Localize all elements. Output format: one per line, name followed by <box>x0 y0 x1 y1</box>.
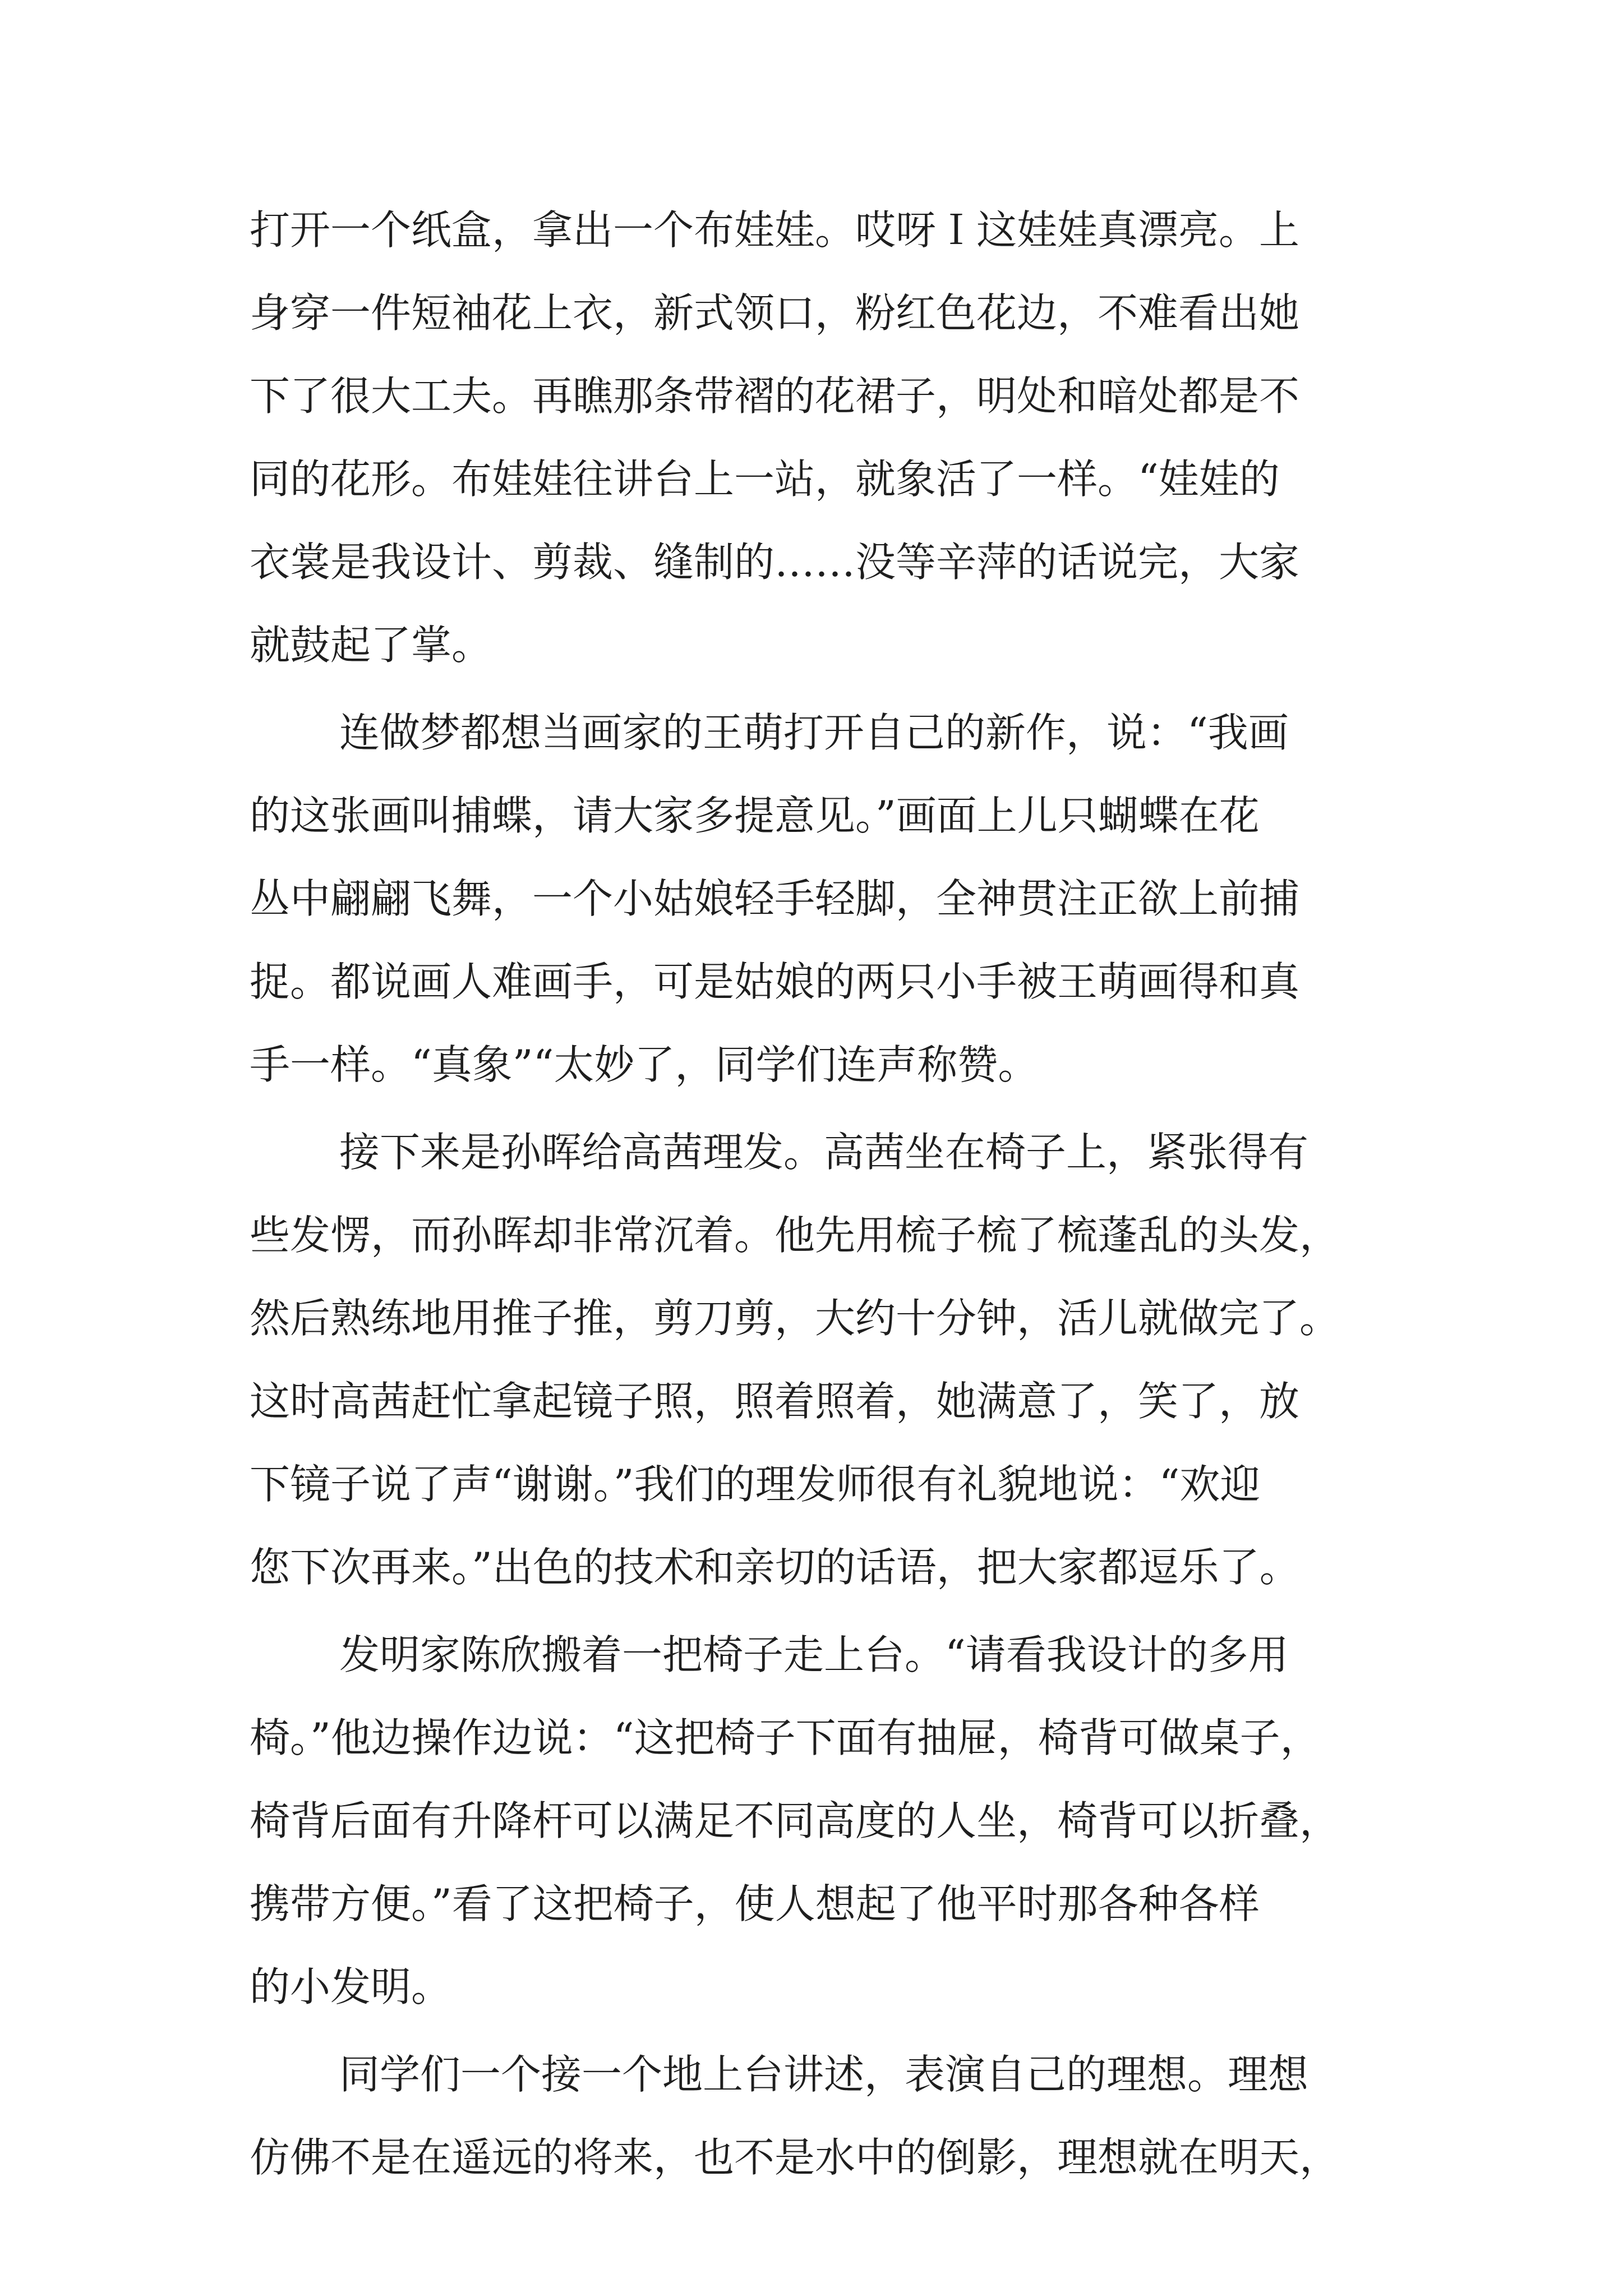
text-line: 椅背后面有升降杆可以满足不同高度的人坐，椅背可以折叠， <box>250 1797 1340 1844</box>
text-line: 连做梦都想当画家的王萌打开自己的新作，说：“我画 <box>339 709 1289 756</box>
text-line: 椅。”他边操作边说：“这把椅子下面有抽屉，椅背可做桌子， <box>250 1714 1321 1761</box>
text-line: 的这张画叫捕蝶，请大家多提意见。”画面上儿只蝴蝶在花 <box>250 792 1260 839</box>
text-line: 发明家陈欣搬着一把椅子走上台。“请看我设计的多用 <box>339 1631 1289 1678</box>
text-line: 丛中翩翩飞舞，一个小姑娘轻手轻脚，全神贯注正欲上前捕 <box>250 875 1300 922</box>
paragraph-haircut <box>250 1111 1394 1609</box>
text-line: 下了很大工夫。再瞧那条带褶的花裙子，明处和暗处都是不 <box>250 372 1300 420</box>
text-line: 衣裳是我设计、剪裁、缝制的……没等辛萍的话说完，大家 <box>250 539 1300 586</box>
text-line: 的小发明。 <box>250 1963 452 2010</box>
text-line: 身穿一件短袖花上衣，新式领口，粉红色花边，不难看出她 <box>250 289 1300 337</box>
text-line: 您下次再来。”出色的技术和亲切的话语，把大家都逗乐了。 <box>250 1544 1300 1591</box>
text-line: 携带方便。”看了这把椅子，使人想起了他平时那各种各样 <box>250 1880 1260 1927</box>
text-line: 就鼓起了掌。 <box>250 622 492 669</box>
text-line: 然后熟练地用推子推，剪刀剪，大约十分钟，活儿就做完了。 <box>250 1295 1340 1342</box>
text-line: 手一样。“真象”“太妙了，同学们连声称赞。 <box>250 1041 1039 1088</box>
document-body <box>250 188 1394 2203</box>
text-line: 些发愣，而孙晖却非常沉着。他先用梳子梳了梳蓬乱的头发， <box>250 1212 1340 1259</box>
text-line: 这时高茜赶忙拿起镜子照，照着照着，她满意了，笑了，放 <box>250 1378 1300 1425</box>
paragraph-painting <box>250 691 1394 1106</box>
text-line: 打开一个纸盒，拿出一个布娃娃。哎呀Ｉ这娃娃真漂亮。上 <box>250 206 1300 254</box>
text-line: 同学们一个接一个地上台讲述，表演自己的理想。理想 <box>339 2051 1309 2098</box>
text-line: 捉。都说画人难画手，可是姑娘的两只小手被王萌画得和真 <box>250 958 1300 1005</box>
text-line: 下镜子说了声“谢谢。”我们的理发师很有礼貌地说：“欢迎 <box>250 1461 1261 1508</box>
text-line: 仿佛不是在遥远的将来，也不是水中的倒影，理想就在明天， <box>250 2134 1340 2181</box>
text-line: 接下来是孙晖给高茜理发。高茜坐在椅子上，紧张得有 <box>339 1129 1309 1176</box>
text-line: 同的花形。布娃娃往讲台上一站，就象活了一样。“娃娃的 <box>250 455 1280 503</box>
paragraph-chair <box>250 1613 1394 2028</box>
paragraph-doll <box>250 188 1394 687</box>
paragraph-ideals <box>250 2033 1394 2199</box>
